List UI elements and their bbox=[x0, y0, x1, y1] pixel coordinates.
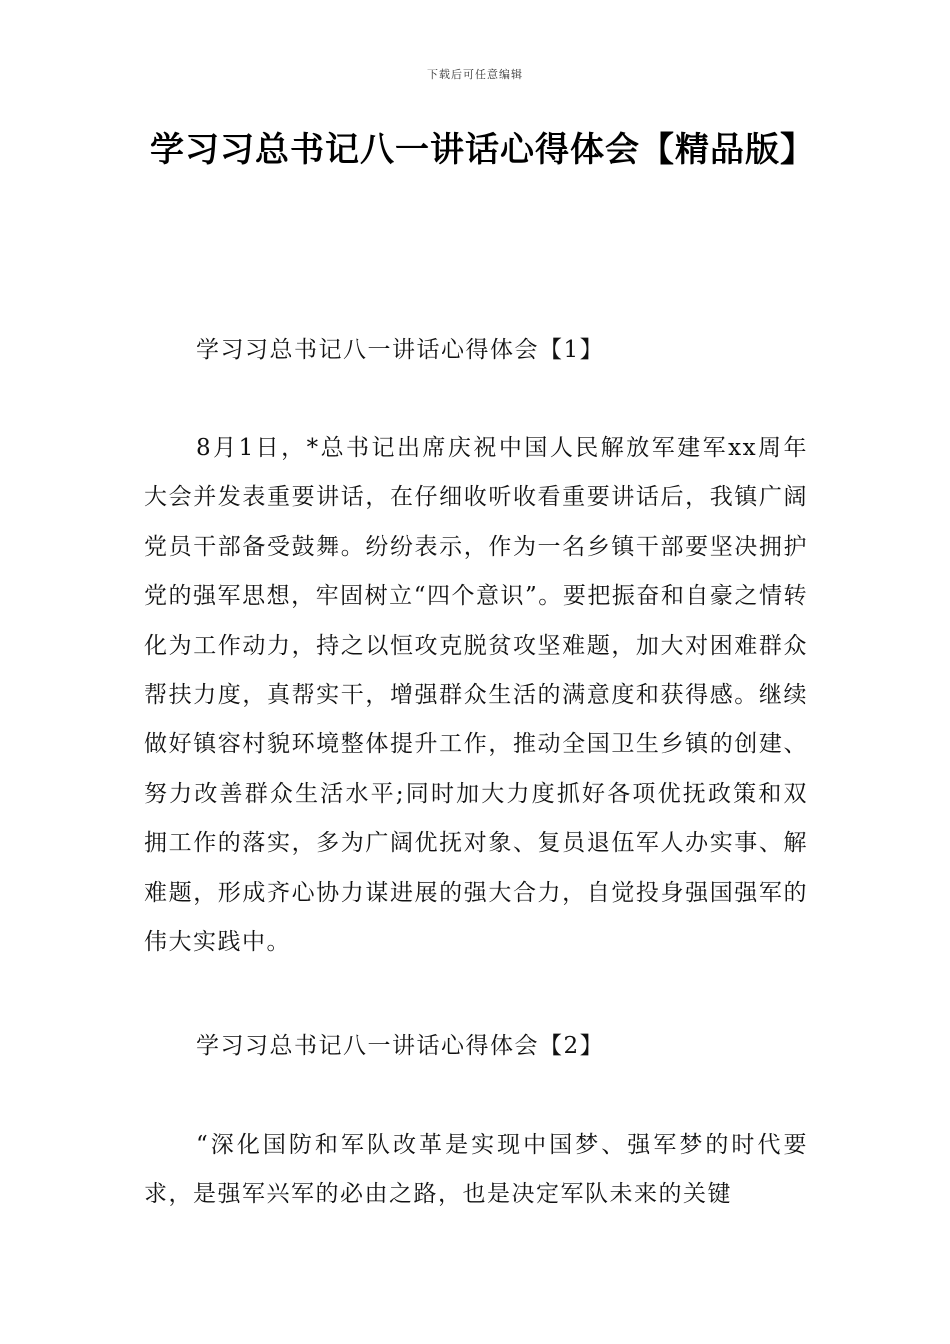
section-paragraph-1: 8月1日，*总书记出席庆祝中国人民解放军建军xx周年大会并发表重要讲话，在仔细收听收看重要讲话后，我镇广阔党员干部备受鼓舞。纷纷表示，作为一名乡镇干部要坚决拥护党的强军思想，牢固树立“四个意识”。要把振奋和自豪之情转化为工作动力，持之以恒攻克脱贫攻坚难题，加大对困难群众帮扶力度，真帮实干，增强群众生活的满意度和获得感。继续做好镇容村貌环境整体提升工作，推动全国卫生乡镇的创建、努力改善群众生活水平;同时加大力度抓好各项优抚政策和双拥工作的落实，多为广阔优抚对象、复员退伍军人办实事、解难题，形成齐心协力谋进展的强大合力，自觉投身强国强军的伟大实践中。 bbox=[144, 435, 808, 956]
document-title: 学习习总书记八一讲话心得体会【精品版】 bbox=[150, 130, 815, 170]
section-heading-1: 学习习总书记八一讲话心得体会【1】 bbox=[196, 337, 605, 363]
section-paragraph-2: “深化国防和军队改革是实现中国梦、强军梦的时代要求，是强军兴军的必由之路，也是决定军队未来的关键 bbox=[144, 1132, 808, 1208]
header-note: 下载后可任意编辑 bbox=[427, 68, 523, 81]
section-heading-2: 学习习总书记八一讲话心得体会【2】 bbox=[196, 1033, 605, 1059]
